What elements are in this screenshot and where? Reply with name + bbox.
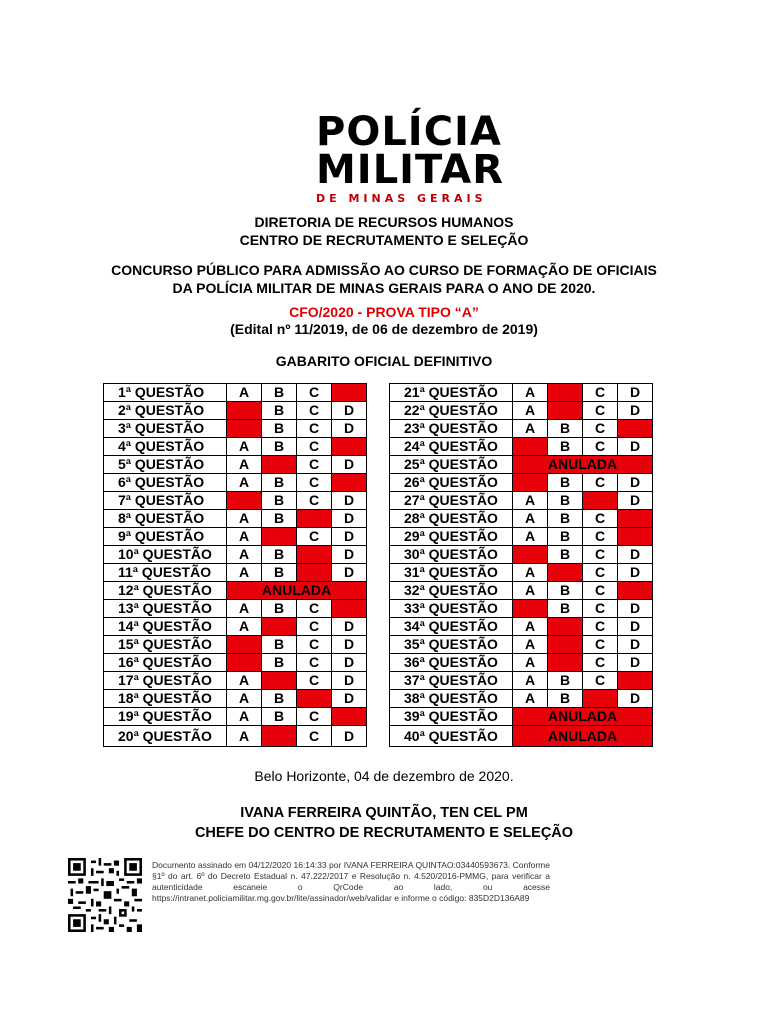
option-cell: D (618, 690, 653, 708)
table-row (104, 618, 367, 636)
correct-option-cell: A (513, 546, 548, 564)
option-cell: C (583, 600, 618, 618)
table-row (390, 564, 653, 582)
logo-line-minas-gerais: DE MINAS GERAIS (316, 192, 487, 205)
correct-option-cell: A (227, 654, 262, 672)
exam-type: CFO/2020 - PROVA TIPO “A” (289, 304, 479, 320)
option-cell: A (227, 456, 262, 474)
gabarito-title: GABARITO OFICIAL DEFINITIVO (275, 353, 493, 369)
option-cell: B (262, 438, 297, 456)
question-label: 11ª QUESTÃO (104, 564, 227, 582)
question-label: 40ª QUESTÃO (390, 726, 513, 747)
correct-option-cell: C (297, 564, 332, 582)
option-cell: C (583, 618, 618, 636)
table-row (104, 654, 367, 672)
table-row (104, 690, 367, 708)
option-cell: B (548, 492, 583, 510)
option-cell: C (583, 438, 618, 456)
correct-option-cell: C (297, 510, 332, 528)
correct-option-cell: C (583, 492, 618, 510)
option-cell: A (227, 510, 262, 528)
option-cell: C (583, 528, 618, 546)
option-cell: B (262, 510, 297, 528)
option-cell: A (227, 384, 262, 402)
digital-signature-note: Documento assinado em 04/12/2020 16:14:33 por IVANA FERREIRA QUINTAO:03440593673. Conforme §1º do art. 6º do Decreto Estadual n. 47.222/2017 e Resolução n. 4.520/2016-PMMG, para verificar a autenticidade escaneie o QrCode ao lado, ou acesse https://intranet.policiamilitar.mg.gov.br/lite/assinador/web/validar e informe o código: 835D2D136A89 (152, 860, 550, 903)
option-cell: D (618, 564, 653, 582)
option-cell: B (262, 384, 297, 402)
question-label: 4ª QUESTÃO (104, 438, 227, 456)
option-cell: D (618, 636, 653, 654)
option-cell: D (332, 420, 367, 438)
question-label: 6ª QUESTÃO (104, 474, 227, 492)
question-label: 28ª QUESTÃO (390, 510, 513, 528)
option-cell: B (548, 546, 583, 564)
table-row (104, 384, 367, 402)
option-cell: C (583, 654, 618, 672)
option-cell: D (332, 726, 367, 747)
option-cell: B (262, 402, 297, 420)
table-row (104, 600, 367, 618)
edital-reference: (Edital nº 11/2019, de 06 de dezembro de 2019) (230, 321, 538, 337)
option-cell: D (332, 510, 367, 528)
option-cell: D (332, 402, 367, 420)
table-row (104, 726, 367, 747)
annulled-cell: ANULADA (513, 726, 653, 747)
correct-option-cell: A (227, 402, 262, 420)
table-row (104, 474, 367, 492)
correct-option-cell: B (262, 726, 297, 747)
table-row (104, 582, 367, 600)
correct-option-cell: D (618, 420, 653, 438)
question-label: 35ª QUESTÃO (390, 636, 513, 654)
question-label: 34ª QUESTÃO (390, 618, 513, 636)
correct-option-cell: D (618, 528, 653, 546)
option-cell: D (332, 636, 367, 654)
table-row (390, 672, 653, 690)
option-cell: B (548, 420, 583, 438)
option-cell: B (262, 654, 297, 672)
option-cell: A (513, 564, 548, 582)
correct-option-cell: B (548, 564, 583, 582)
option-cell: A (513, 510, 548, 528)
question-label: 36ª QUESTÃO (390, 654, 513, 672)
option-cell: B (262, 690, 297, 708)
correct-option-cell: B (548, 618, 583, 636)
signer-role: CHEFE DO CENTRO DE RECRUTAMENTO E SELEÇÃO (194, 825, 574, 841)
option-cell: C (297, 438, 332, 456)
option-cell: A (513, 528, 548, 546)
correct-option-cell: D (332, 708, 367, 726)
option-cell: C (583, 564, 618, 582)
correct-option-cell: B (548, 384, 583, 402)
option-cell: B (548, 690, 583, 708)
question-label: 17ª QUESTÃO (104, 672, 227, 690)
question-label: 29ª QUESTÃO (390, 528, 513, 546)
table-row (390, 690, 653, 708)
pmmg-logo (300, 109, 504, 205)
option-cell: D (618, 402, 653, 420)
table-row (104, 672, 367, 690)
table-row (390, 492, 653, 510)
table-row (390, 438, 653, 456)
table-row (104, 402, 367, 420)
question-label: 14ª QUESTÃO (104, 618, 227, 636)
table-row (104, 708, 367, 726)
table-row (390, 618, 653, 636)
option-cell: D (618, 492, 653, 510)
option-cell: B (262, 636, 297, 654)
option-cell: B (262, 492, 297, 510)
option-cell: D (332, 618, 367, 636)
correct-option-cell: A (513, 474, 548, 492)
correct-option-cell: B (262, 672, 297, 690)
table-row (104, 636, 367, 654)
contest-title-line2: DA POLÍCIA MILITAR DE MINAS GERAIS PARA O ANO DE 2020. (172, 280, 596, 296)
option-cell: D (618, 384, 653, 402)
option-cell: C (583, 510, 618, 528)
option-cell: D (618, 600, 653, 618)
table-row (104, 546, 367, 564)
correct-option-cell: A (227, 636, 262, 654)
option-cell: C (583, 582, 618, 600)
answer-table-left (103, 383, 367, 747)
table-row (104, 492, 367, 510)
question-label: 3ª QUESTÃO (104, 420, 227, 438)
correct-option-cell: A (227, 420, 262, 438)
option-cell: C (297, 456, 332, 474)
question-label: 21ª QUESTÃO (390, 384, 513, 402)
option-cell: C (583, 474, 618, 492)
option-cell: C (583, 546, 618, 564)
question-label: 18ª QUESTÃO (104, 690, 227, 708)
correct-option-cell: D (332, 384, 367, 402)
option-cell: C (297, 402, 332, 420)
option-cell: A (513, 492, 548, 510)
option-cell: C (297, 654, 332, 672)
option-cell: A (513, 582, 548, 600)
question-label: 13ª QUESTÃO (104, 600, 227, 618)
correct-option-cell: B (548, 636, 583, 654)
correct-option-cell: B (262, 456, 297, 474)
correct-option-cell: D (332, 474, 367, 492)
option-cell: C (297, 618, 332, 636)
option-cell: C (583, 672, 618, 690)
option-cell: B (548, 600, 583, 618)
qr-code-icon (68, 858, 142, 932)
table-row (390, 474, 653, 492)
question-label: 30ª QUESTÃO (390, 546, 513, 564)
option-cell: B (548, 474, 583, 492)
option-cell: A (227, 564, 262, 582)
question-label: 38ª QUESTÃO (390, 690, 513, 708)
option-cell: A (227, 726, 262, 747)
question-label: 32ª QUESTÃO (390, 582, 513, 600)
option-cell: D (332, 690, 367, 708)
question-label: 37ª QUESTÃO (390, 672, 513, 690)
option-cell: A (227, 438, 262, 456)
option-cell: A (513, 672, 548, 690)
table-row (104, 456, 367, 474)
option-cell: B (262, 546, 297, 564)
option-cell: D (332, 456, 367, 474)
question-label: 5ª QUESTÃO (104, 456, 227, 474)
question-label: 23ª QUESTÃO (390, 420, 513, 438)
option-cell: D (332, 528, 367, 546)
option-cell: A (227, 708, 262, 726)
correct-option-cell: D (332, 600, 367, 618)
question-label: 39ª QUESTÃO (390, 708, 513, 726)
question-label: 25ª QUESTÃO (390, 456, 513, 474)
question-label: 16ª QUESTÃO (104, 654, 227, 672)
option-cell: A (513, 618, 548, 636)
annulled-cell: ANULADA (227, 582, 367, 600)
correct-option-cell: D (618, 582, 653, 600)
option-cell: A (513, 654, 548, 672)
option-cell: D (332, 546, 367, 564)
question-label: 19ª QUESTÃO (104, 708, 227, 726)
table-row (390, 384, 653, 402)
option-cell: A (513, 690, 548, 708)
option-cell: D (618, 438, 653, 456)
department-title: DIRETORIA DE RECURSOS HUMANOS (254, 214, 514, 230)
option-cell: A (227, 474, 262, 492)
option-cell: D (332, 492, 367, 510)
option-cell: B (262, 600, 297, 618)
question-label: 22ª QUESTÃO (390, 402, 513, 420)
option-cell: C (297, 600, 332, 618)
option-cell: D (332, 654, 367, 672)
signer-name: IVANA FERREIRA QUINTÃO, TEN CEL PM (240, 805, 528, 821)
correct-option-cell: B (548, 402, 583, 420)
question-label: 24ª QUESTÃO (390, 438, 513, 456)
center-title: CENTRO DE RECRUTAMENTO E SELEÇÃO (239, 232, 529, 248)
option-cell: D (618, 618, 653, 636)
place-date: Belo Horizonte, 04 de dezembro de 2020. (254, 768, 514, 784)
option-cell: B (548, 528, 583, 546)
option-cell: B (262, 474, 297, 492)
option-cell: B (262, 420, 297, 438)
table-row (390, 708, 653, 726)
table-row (104, 420, 367, 438)
correct-option-cell: B (262, 528, 297, 546)
table-row (104, 528, 367, 546)
option-cell: C (297, 492, 332, 510)
table-row (390, 420, 653, 438)
option-cell: A (513, 420, 548, 438)
correct-option-cell: C (583, 690, 618, 708)
table-row (390, 600, 653, 618)
correct-option-cell: D (618, 510, 653, 528)
option-cell: A (513, 384, 548, 402)
question-label: 8ª QUESTÃO (104, 510, 227, 528)
table-row (390, 510, 653, 528)
question-label: 20ª QUESTÃO (104, 726, 227, 747)
option-cell: A (227, 672, 262, 690)
question-label: 33ª QUESTÃO (390, 600, 513, 618)
question-label: 15ª QUESTÃO (104, 636, 227, 654)
table-row (104, 564, 367, 582)
option-cell: A (227, 690, 262, 708)
correct-option-cell: A (227, 492, 262, 510)
option-cell: A (227, 618, 262, 636)
option-cell: A (227, 600, 262, 618)
option-cell: C (297, 726, 332, 747)
question-label: 26ª QUESTÃO (390, 474, 513, 492)
answer-table-right (389, 383, 653, 747)
correct-option-cell: A (513, 600, 548, 618)
table-row (390, 456, 653, 474)
option-cell: D (618, 546, 653, 564)
option-cell: C (297, 528, 332, 546)
correct-option-cell: A (513, 438, 548, 456)
option-cell: D (618, 654, 653, 672)
table-row (104, 438, 367, 456)
correct-option-cell: D (618, 672, 653, 690)
option-cell: A (227, 528, 262, 546)
option-cell: C (583, 636, 618, 654)
option-cell: C (297, 474, 332, 492)
logo-line-militar: MILITAR (316, 147, 504, 193)
option-cell: B (548, 672, 583, 690)
option-cell: C (297, 672, 332, 690)
table-row (390, 582, 653, 600)
option-cell: A (513, 402, 548, 420)
table-row (390, 528, 653, 546)
option-cell: D (618, 474, 653, 492)
table-row (390, 726, 653, 747)
option-cell: C (297, 420, 332, 438)
correct-option-cell: C (297, 546, 332, 564)
option-cell: C (297, 384, 332, 402)
question-label: 9ª QUESTÃO (104, 528, 227, 546)
option-cell: D (332, 672, 367, 690)
correct-option-cell: B (548, 654, 583, 672)
question-label: 2ª QUESTÃO (104, 402, 227, 420)
option-cell: B (548, 510, 583, 528)
annulled-cell: ANULADA (513, 708, 653, 726)
table-row (390, 402, 653, 420)
option-cell: B (262, 708, 297, 726)
table-row (390, 546, 653, 564)
option-cell: C (583, 420, 618, 438)
option-cell: B (262, 564, 297, 582)
contest-title-line1: CONCURSO PÚBLICO PARA ADMISSÃO AO CURSO DE FORMAÇÃO DE OFICIAIS (111, 262, 657, 278)
option-cell: B (548, 438, 583, 456)
question-label: 31ª QUESTÃO (390, 564, 513, 582)
table-row (390, 654, 653, 672)
question-label: 12ª QUESTÃO (104, 582, 227, 600)
option-cell: C (583, 384, 618, 402)
option-cell: D (332, 564, 367, 582)
question-label: 7ª QUESTÃO (104, 492, 227, 510)
option-cell: C (297, 636, 332, 654)
table-row (104, 510, 367, 528)
question-label: 27ª QUESTÃO (390, 492, 513, 510)
correct-option-cell: C (297, 690, 332, 708)
correct-option-cell: D (332, 438, 367, 456)
option-cell: A (227, 546, 262, 564)
option-cell: B (548, 582, 583, 600)
option-cell: C (583, 402, 618, 420)
annulled-cell: ANULADA (513, 456, 653, 474)
logo-line-policia: POLÍCIA (316, 109, 502, 155)
question-label: 10ª QUESTÃO (104, 546, 227, 564)
option-cell: C (297, 708, 332, 726)
correct-option-cell: B (262, 618, 297, 636)
question-label: 1ª QUESTÃO (104, 384, 227, 402)
option-cell: A (513, 636, 548, 654)
table-row (390, 636, 653, 654)
